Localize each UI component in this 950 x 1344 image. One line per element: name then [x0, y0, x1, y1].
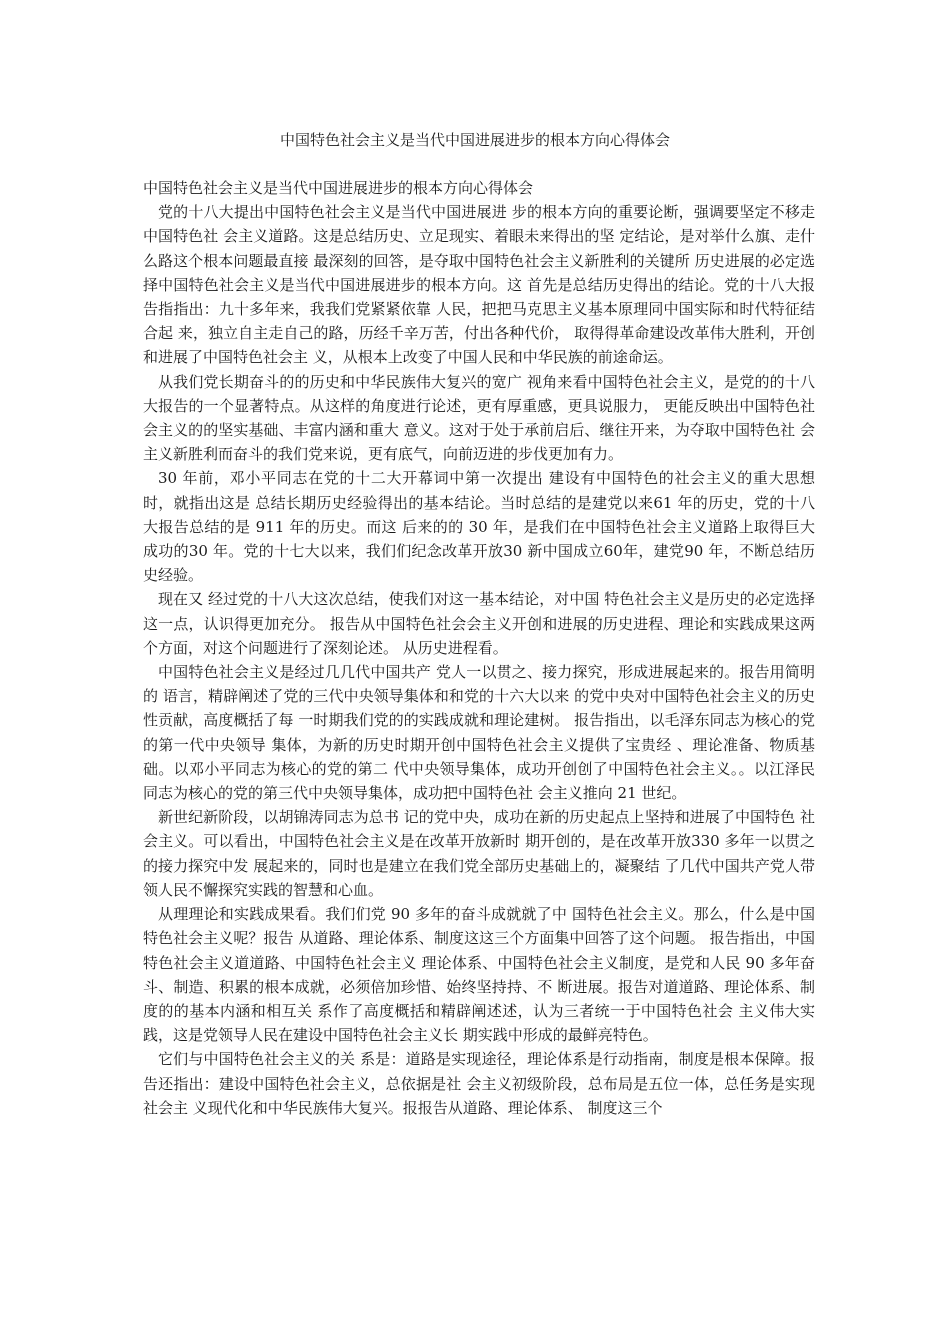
- document-title: 中国特色社会主义是当代中国进展进步的根本方向心得体会: [279, 131, 670, 149]
- body-paragraph: 从理理论和实践成果看。我们们党 90 多年的奋斗成就就了中 国特色社会主义。那么，什么是中国特色社会主义呢？报告 从道路、理论体系、制度这这三个方面集中回答了这个问题。 报告指出，中国特色社会主义道道路、中国特色社会主义 理论体系、中国特色社会主义制度，是党和人民 90 多年奋 斗、制造、积累的根本成就，必须倍加珍惜、始终坚持持、不 断进展。报告对道道路、理论体系、制度的的基本内涵和相互关 系作了高度概括和精辟阐述述，认为三者统一于中国特色社会 主义伟大实践，这是党领导人民在建设中国特色社会主义长 期实践中形成的最鲜亮特色。: [143, 905, 815, 1045]
- document-body: [143, 176, 815, 1120]
- body-paragraph: 新世纪新阶段，以胡锦涛同志为总书 记的党中央，成功在新的历史起点上坚持和进展了中国特色 社会主义。可以看出，中国特色社会主义是在改革开放新时 期开创的，是在改革开放330 多年一以贯之的接力探究中发 展起来的，同时也是建立在我们党全部历史基础上的，凝聚结 了几代中国共产党人带领人民不懈探究实践的智慧和心血。: [143, 808, 815, 899]
- body-paragraph: 党的十八大提出中国特色社会主义是当代中国进展进 步的根本方向的重要论断，强调要坚定不移走中国特色社 会主义道路。这是总结历史、立足现实、着眼未来得出的坚 定结论，是对举什么旗、走什么路这个根本问题最直接 最深刻的回答，是夺取中国特色社会主义新胜利的关键所 历史进展的必定选择中国特色社会主义是当代中国进展进步的根本方向。这 首先是总结历史得出的结论。党的十八大报告指指出：九十多年来，我我们党紧紧依靠 人民，把把马克思主义基本原理同中国实际和时代特征结合起 来，独立自主走自己的路，历经千辛万苦，付出各种代价， 取得得革命建设改革伟大胜利，开创和进展了中国特色社会主 义，从根本上改变了中国人民和中华民族的前途命运。: [143, 203, 815, 367]
- body-paragraph: 现在又 经过党的十八大这次总结，使我们对这一基本结论，对中国 特色社会主义是历史的必定选择这一点，认识得更加充分。 报告从中国特色社会会主义开创和进展的历史进程、理论和实践成果这两个方面，对这个问题进行了深刻论述。 从历史进程看。: [143, 590, 815, 657]
- body-paragraph: 中国特色社会主义是经过几几代中国共产 党人一以贯之、接力探究，形成进展起来的。报告用简明的 语言，精辟阐述了党的三代中央领导集体和和党的十六大以来 的党中央对中国特色社会主义的历史性贡献，高度概括了每 一时期我们党的的实践成就和理论建树。 报告指出，以毛泽东同志为核心的党的第一代中央领导 集体，为新的历史时期开创中国特色社会主义提供了宝贵经 、理论准备、物质基础。以邓小平同志为核心的党的第二 代中央领导集体，成功开创创了中国特色社会主义。。以江泽民 同志为核心的党的第三代中央领导集体，成功把中国特色社 会主义推向 21 世纪。: [143, 663, 815, 803]
- body-paragraph: 30 年前，邓小平同志在党的十二大开幕词中第一次提出 建设有中国特色的社会主义的重大思想时，就指出这是 总结长期历史经验得出的基本结论。当时总结的是建党以来61 年的历史，党的十八大报告总结的是 911 年的历史。而这 后来的的 30 年，是我们在中国特色社会主义道路上取得巨大 成功的30 年。党的十七大以来，我们们纪念改革开放30 新中国成立60年，建党90 年，不断总结历史经验。: [143, 469, 815, 585]
- body-paragraph: 从我们党长期奋斗的的历史和中华民族伟大复兴的宽广 视角来看中国特色社会主义，是党的的十八大报告的一个显著特点。从这样的角度进行论述，更有厚重感，更具说服力， 更能反映出中国特色社会主义的的坚实基础、丰富内涵和重大 意义。这对于处于承前启后、继往开来，为夺取中国特色社 会主义新胜利而奋斗的我们党来说，更有底气，向前迈进的步伐更加有力。: [143, 372, 815, 464]
- body-paragraph: 它们与中国特色社会主义的关 系是：道路是实现途径，理论体系是行动指南，制度是根本保障。报告还指出：建设中国特色社会主义，总依据是社 会主义初级阶段，总布局是五位一体，总任务是实现社会主 义现代化和中华民族伟大复兴。报报告从道路、理论体系、 制度这三个: [143, 1050, 815, 1117]
- document-subheading: 中国特色社会主义是当代中国进展进步的根本方向心得体会: [143, 179, 534, 197]
